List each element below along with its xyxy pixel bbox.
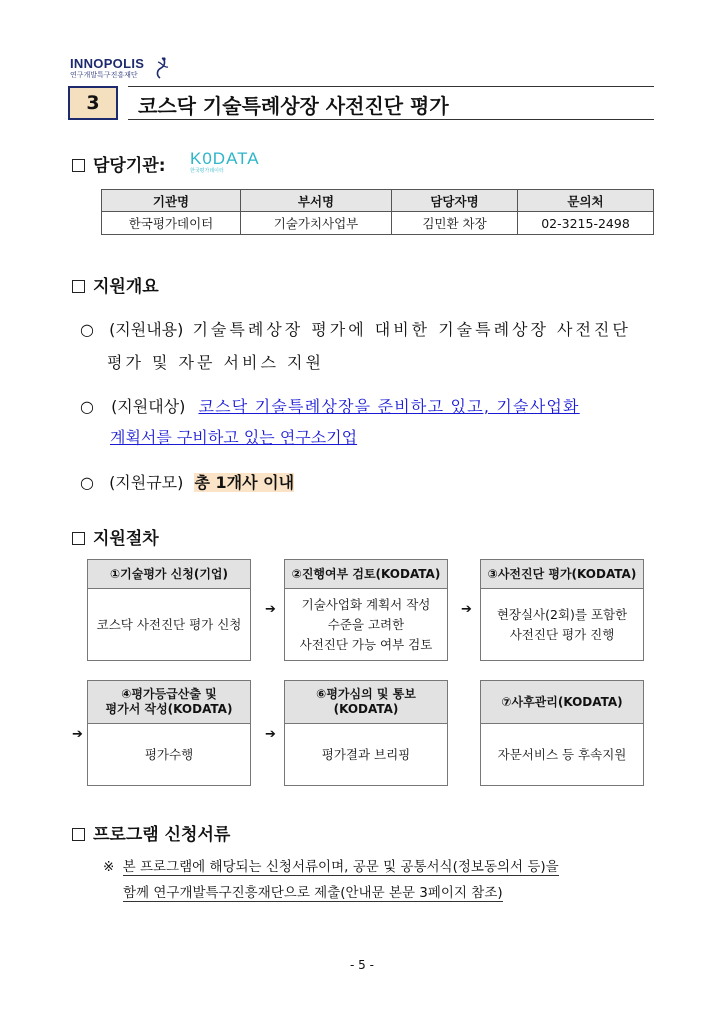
step-2-body: [284, 589, 448, 661]
arrow-right-icon: ➔: [265, 727, 276, 742]
bullet-tag: (지원대상): [111, 397, 186, 416]
bullet-text-continued: 계획서를 구비하고 있는 연구소기업: [110, 428, 358, 447]
documents-note: [103, 854, 559, 880]
table-header: 부서명: [241, 190, 392, 212]
step-2-body-line: 수준을 고려한: [327, 616, 405, 632]
arrow-right-icon: ➔: [265, 602, 276, 617]
innopolis-logo: [70, 56, 180, 82]
table-header: 문의처: [518, 190, 654, 212]
bullet-highlight: 총 1개사 이내: [194, 473, 295, 492]
checkbox-icon: [72, 280, 85, 293]
kodata-logo: [190, 149, 260, 174]
arrow-right-icon: ➔: [461, 602, 472, 617]
documents-heading: [72, 820, 230, 845]
table-cell: 기술가치사업부: [241, 212, 392, 235]
step-2-body-line: 사전진단 가능 여부 검토: [299, 636, 433, 652]
arrow-right-icon: ➔: [72, 727, 83, 742]
bullet-tag: (지원내용): [109, 320, 184, 339]
step-4-body: 평가수행: [87, 724, 251, 786]
step-4-head: [87, 680, 251, 724]
step-7-head: ⑦사후관리(KODATA): [480, 680, 644, 724]
overview-heading-text: 지원개요: [93, 277, 159, 297]
table-cell: 김민환 차장: [392, 212, 518, 235]
step-3-head: ③사전진단 평가(KODATA): [480, 559, 644, 589]
checkbox-icon: [72, 159, 85, 172]
bullet-text: 코스닥 기술특례상장을 준비하고 있고, 기술사업화: [198, 397, 580, 416]
step-4-head-line: 평가서 작성(KODATA): [105, 702, 233, 716]
step-3-body-line: 현장실사(2회)를 포함한: [496, 606, 628, 622]
table-header-row: [102, 190, 654, 212]
procedure-heading: [72, 524, 159, 549]
step-1-body: 코스닥 사전진단 평가 신청: [87, 589, 251, 661]
bullet-icon: ○: [80, 320, 94, 339]
logo-subtitle: 연구개발특구진흥재단: [70, 71, 138, 79]
table-row: [102, 212, 654, 235]
table-header: 담당자명: [392, 190, 518, 212]
section-number: 3: [68, 86, 118, 120]
procedure-heading-text: 지원절차: [93, 529, 159, 549]
step-6-head-line: ⑥평가심의 및 통보: [316, 687, 416, 701]
kodata-logo-text: K0DATA: [190, 149, 260, 168]
step-1-head: ①기술평가 신청(기업): [87, 559, 251, 589]
table-cell: 한국평가데이터: [102, 212, 241, 235]
documents-note-continued: [123, 880, 503, 906]
step-6-body: 평가결과 브리핑: [284, 724, 448, 786]
overview-heading: [72, 272, 159, 297]
step-3-body-line: 사전진단 평가 진행: [509, 626, 615, 642]
logo-name: INNOPOLIS: [70, 56, 145, 71]
section-title: 코스닥 기술특례상장 사전진단 평가: [138, 94, 449, 118]
note-text: 함께 연구개발특구진흥재단으로 제출(안내문 본문 3페이지 참조): [123, 885, 503, 901]
bullet-text: 기술특례상장 평가에 대비한 기술특례상장 사전진단: [192, 320, 631, 339]
page-number: - 5 -: [350, 958, 374, 972]
step-2-head: ②진행여부 검토(KODATA): [284, 559, 448, 589]
bullet-support-scale: [80, 470, 294, 493]
kodata-logo-subtitle: 한국평가데이터: [190, 168, 224, 174]
bullet-icon: ○: [80, 397, 94, 416]
step-2-body-line: 기술사업화 계획서 작성: [301, 596, 431, 612]
checkbox-icon: [72, 532, 85, 545]
step-7-body: 자문서비스 등 후속지원: [480, 724, 644, 786]
agency-table: [101, 189, 654, 235]
step-4-head-line: ④평가등급산출 및: [121, 687, 217, 701]
note-text: 본 프로그램에 해당되는 신청서류이며, 공문 및 공통서식(정보동의서 등)을: [122, 859, 559, 875]
agency-heading: [72, 151, 166, 176]
bullet-tag: (지원규모): [109, 473, 184, 492]
innopolis-runner-icon: [150, 56, 172, 80]
bullet-icon: ○: [80, 473, 94, 492]
bullet-support-content: [80, 317, 631, 340]
documents-heading-text: 프로그램 신청서류: [93, 825, 231, 845]
note-mark: ※: [103, 859, 115, 875]
agency-heading-text: 담당기관:: [93, 156, 166, 176]
step-6-head: [284, 680, 448, 724]
bullet-support-target: [80, 394, 580, 417]
bullet-text-continued: 평가 및 자문 서비스 지원: [107, 353, 324, 372]
step-6-head-line: (KODATA): [333, 702, 399, 716]
table-cell: 02-3215-2498: [518, 212, 654, 235]
checkbox-icon: [72, 828, 85, 841]
step-3-body: [480, 589, 644, 661]
table-header: 기관명: [102, 190, 241, 212]
